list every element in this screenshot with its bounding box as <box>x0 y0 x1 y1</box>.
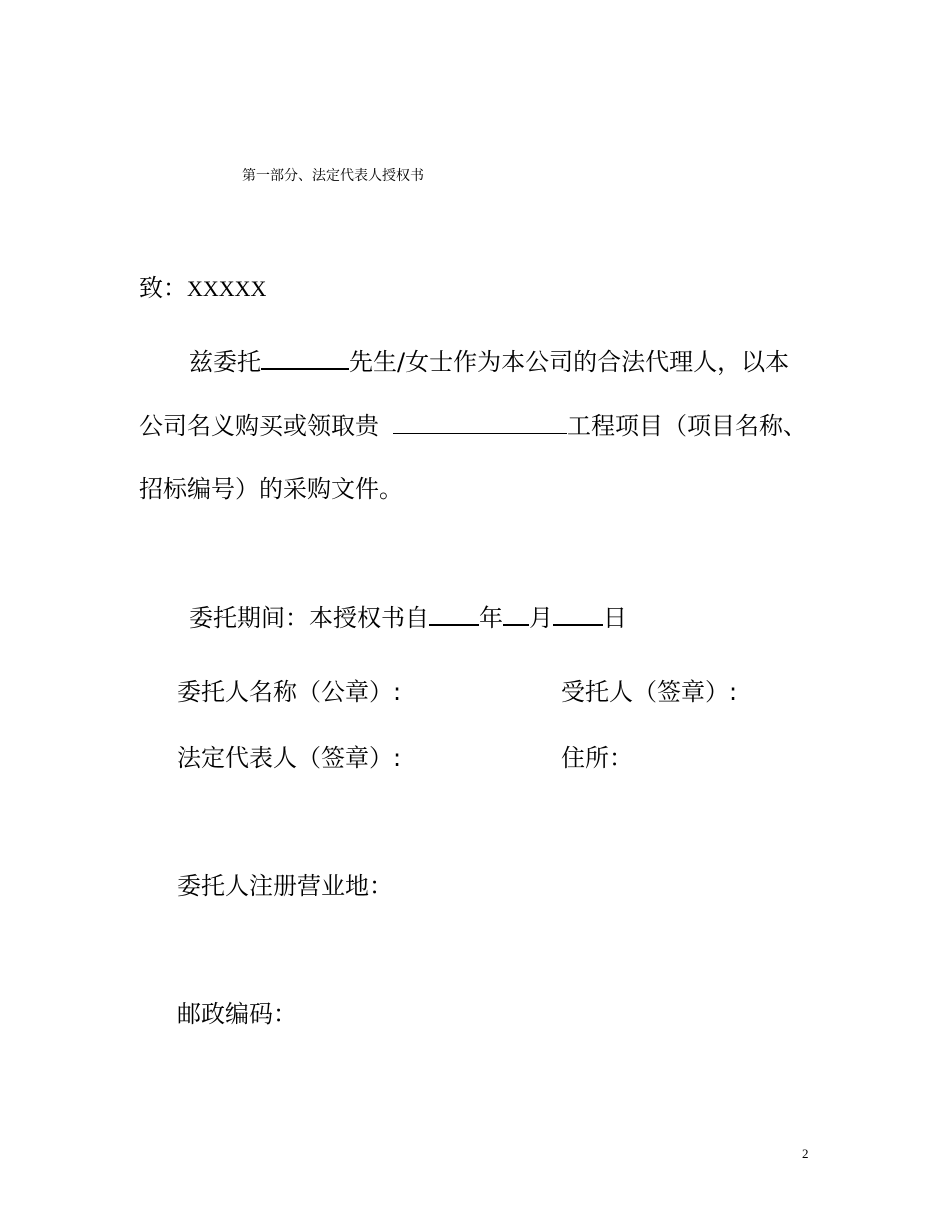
principal-name-field: 委托人名称（公章）: <box>177 678 402 706</box>
addressee-line <box>139 272 266 305</box>
agent-role-text: 先生/女士作为本公司的合法代理人，以本 <box>349 348 790 376</box>
purchase-text: 公司名义购买或领取贵 <box>139 412 379 440</box>
legal-representative-field: 法定代表人（签章）: <box>177 744 402 772</box>
project-name-blank <box>393 407 567 434</box>
agent-name-blank <box>261 342 349 370</box>
agent-signature-field: 受托人（签章）: <box>561 678 738 706</box>
entrust-text: 兹委托 <box>189 348 261 376</box>
addressee-prefix: 致： <box>139 274 187 302</box>
period-label: 委托期间：本授权书自 <box>189 604 429 632</box>
day-label: 日 <box>603 604 627 632</box>
bid-documents-text: 招标编号）的采购文件。 <box>139 475 403 503</box>
month-label: 月 <box>529 604 553 632</box>
month-blank <box>503 598 529 626</box>
year-label: 年 <box>479 604 503 632</box>
entrust-period-line <box>189 598 627 635</box>
section-heading: 第一部分、法定代表人授权书 <box>242 168 424 184</box>
body-line-3 <box>139 472 403 506</box>
year-blank <box>429 598 479 626</box>
address-field: 住所： <box>561 744 633 772</box>
page-number: 2 <box>802 1146 809 1161</box>
project-text: 工程项目（项目名称、 <box>567 412 807 440</box>
addressee-name: XXXXX <box>187 276 267 301</box>
day-blank <box>553 598 603 626</box>
body-line-2 <box>139 407 807 443</box>
postal-code-field: 邮政编码： <box>177 1000 297 1028</box>
registered-place-field: 委托人注册营业地： <box>177 872 393 900</box>
body-line-1 <box>189 342 789 379</box>
